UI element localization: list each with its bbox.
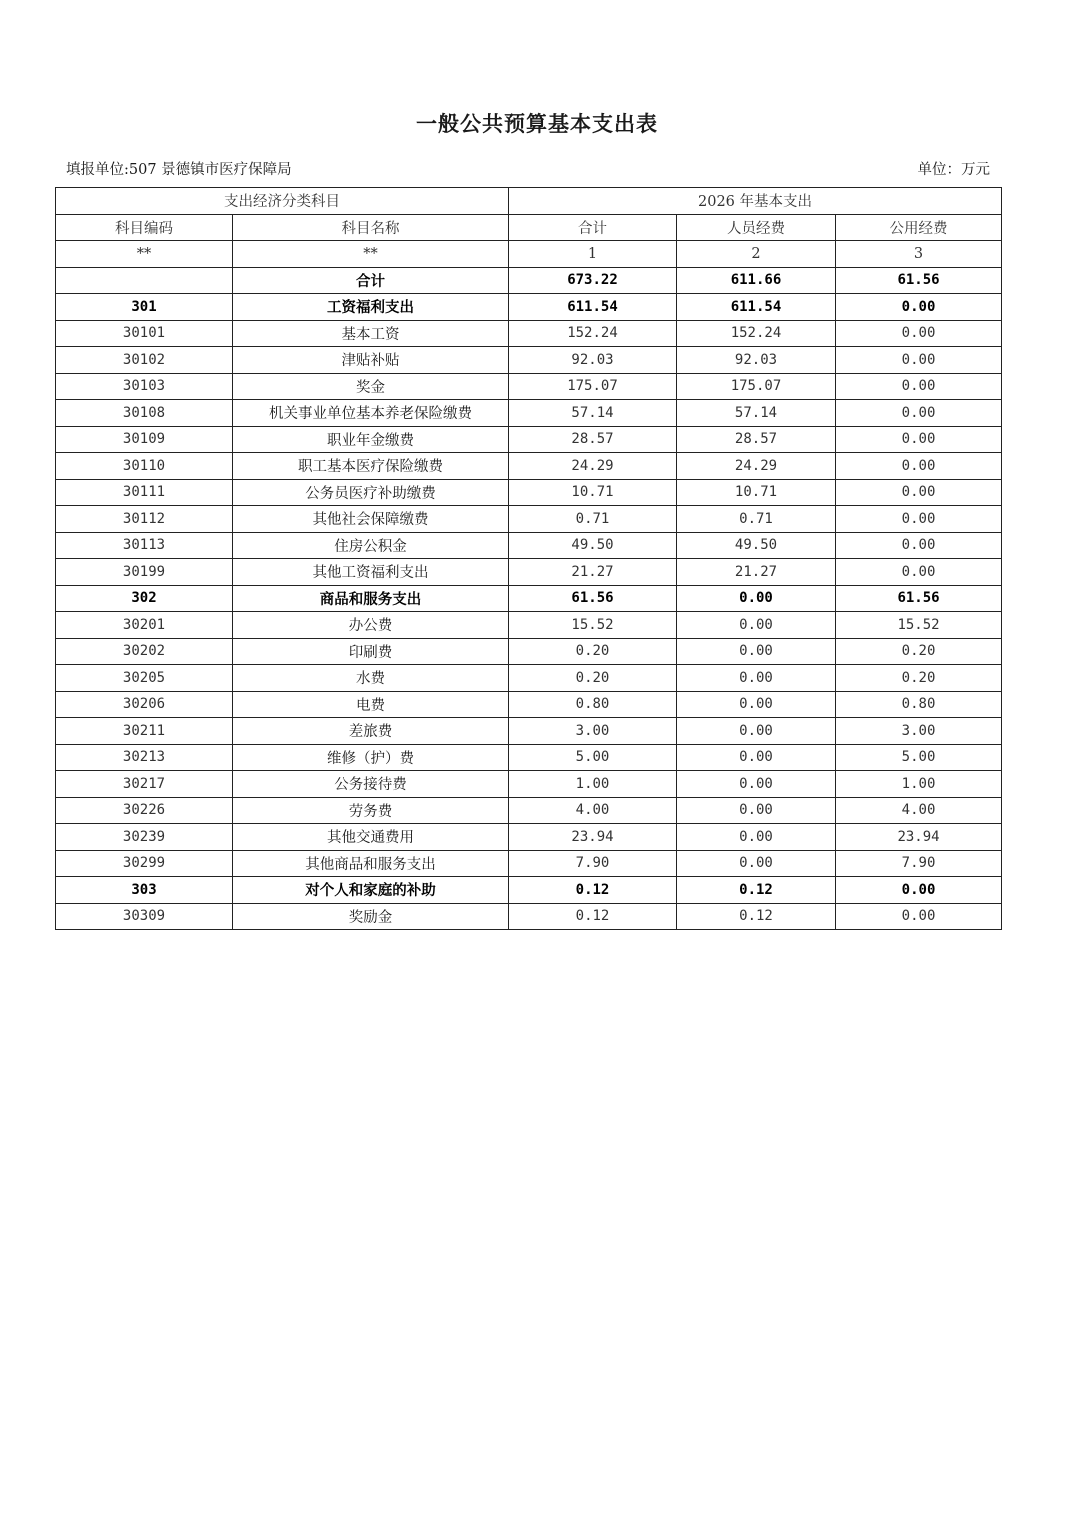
cell-code: 30211 <box>56 718 233 745</box>
cell-public: 0.00 <box>836 320 1002 347</box>
cell-code: 30206 <box>56 691 233 718</box>
table-row <box>56 665 1002 692</box>
cell-personnel: 0.00 <box>677 850 836 877</box>
cell-public: 0.80 <box>836 691 1002 718</box>
cell-name: 劳务费 <box>233 797 509 824</box>
cell-name: 奖励金 <box>233 903 509 930</box>
header-basic-expenditure: 2026 年基本支出 <box>509 188 1002 215</box>
table-row <box>56 559 1002 586</box>
cell-total: 57.14 <box>509 400 677 427</box>
cell-personnel: 0.00 <box>677 665 836 692</box>
cell-public: 3.00 <box>836 718 1002 745</box>
header-total: 合计 <box>509 214 677 241</box>
cell-personnel: 0.00 <box>677 797 836 824</box>
cell-public: 0.00 <box>836 373 1002 400</box>
table-row <box>56 903 1002 930</box>
cell-personnel: 611.66 <box>677 267 836 294</box>
cell-total: 611.54 <box>509 294 677 321</box>
cell-code: 30213 <box>56 744 233 771</box>
cell-public: 0.00 <box>836 426 1002 453</box>
cell-personnel: 0.71 <box>677 506 836 533</box>
cell-name: 维修（护）费 <box>233 744 509 771</box>
cell-total: 23.94 <box>509 824 677 851</box>
table-row <box>56 320 1002 347</box>
cell-personnel: 0.12 <box>677 877 836 904</box>
cell-name: 公务员医疗补助缴费 <box>233 479 509 506</box>
cell-public: 0.00 <box>836 347 1002 374</box>
cell-code: 302 <box>56 585 233 612</box>
cell-name: 合计 <box>233 267 509 294</box>
cell-public: 0.00 <box>836 903 1002 930</box>
table-row <box>56 585 1002 612</box>
cell-public: 0.00 <box>836 506 1002 533</box>
cell-personnel: 0.00 <box>677 771 836 798</box>
cell-code: 30110 <box>56 453 233 480</box>
cell-public: 61.56 <box>836 585 1002 612</box>
cell-total: 21.27 <box>509 559 677 586</box>
index-total: 1 <box>509 241 677 268</box>
cell-personnel: 0.00 <box>677 585 836 612</box>
cell-total: 0.20 <box>509 665 677 692</box>
cell-code: 303 <box>56 877 233 904</box>
cell-name: 公务接待费 <box>233 771 509 798</box>
cell-public: 7.90 <box>836 850 1002 877</box>
cell-personnel: 92.03 <box>677 347 836 374</box>
cell-code: 30108 <box>56 400 233 427</box>
cell-code: 30299 <box>56 850 233 877</box>
cell-name: 津贴补贴 <box>233 347 509 374</box>
cell-name: 住房公积金 <box>233 532 509 559</box>
cell-public: 1.00 <box>836 771 1002 798</box>
table-body <box>56 267 1002 930</box>
cell-code: 30113 <box>56 532 233 559</box>
header-group-row <box>56 188 1002 215</box>
table-row <box>56 797 1002 824</box>
cell-public: 0.20 <box>836 665 1002 692</box>
cell-personnel: 152.24 <box>677 320 836 347</box>
table-row <box>56 877 1002 904</box>
cell-total: 15.52 <box>509 612 677 639</box>
cell-code: 30109 <box>56 426 233 453</box>
cell-total: 0.12 <box>509 903 677 930</box>
cell-personnel: 24.29 <box>677 453 836 480</box>
cell-total: 5.00 <box>509 744 677 771</box>
cell-total: 152.24 <box>509 320 677 347</box>
cell-public: 0.00 <box>836 877 1002 904</box>
cell-personnel: 0.00 <box>677 824 836 851</box>
table-row <box>56 850 1002 877</box>
cell-personnel: 0.00 <box>677 744 836 771</box>
cell-total: 673.22 <box>509 267 677 294</box>
table-row <box>56 426 1002 453</box>
page-title: 一般公共预算基本支出表 <box>416 112 658 136</box>
cell-personnel: 0.00 <box>677 691 836 718</box>
table-row <box>56 373 1002 400</box>
cell-public: 0.00 <box>836 294 1002 321</box>
table-row <box>56 400 1002 427</box>
cell-total: 0.80 <box>509 691 677 718</box>
table-row <box>56 638 1002 665</box>
table-row <box>56 771 1002 798</box>
cell-code: 30239 <box>56 824 233 851</box>
cell-total: 0.71 <box>509 506 677 533</box>
cell-personnel: 0.00 <box>677 638 836 665</box>
cell-public: 0.20 <box>836 638 1002 665</box>
cell-personnel: 0.12 <box>677 903 836 930</box>
reporting-unit: 填报单位:507 景德镇市医疗保障局 <box>66 162 292 178</box>
cell-code: 30205 <box>56 665 233 692</box>
cell-name: 机关事业单位基本养老保险缴费 <box>233 400 509 427</box>
cell-code: 30102 <box>56 347 233 374</box>
cell-name: 电费 <box>233 691 509 718</box>
cell-name: 水费 <box>233 665 509 692</box>
table-row <box>56 453 1002 480</box>
cell-name: 奖金 <box>233 373 509 400</box>
cell-total: 28.57 <box>509 426 677 453</box>
cell-personnel: 0.00 <box>677 718 836 745</box>
cell-name: 职工基本医疗保险缴费 <box>233 453 509 480</box>
cell-total: 7.90 <box>509 850 677 877</box>
cell-name: 办公费 <box>233 612 509 639</box>
cell-name: 商品和服务支出 <box>233 585 509 612</box>
cell-name: 对个人和家庭的补助 <box>233 877 509 904</box>
cell-public: 0.00 <box>836 453 1002 480</box>
cell-total: 3.00 <box>509 718 677 745</box>
cell-total: 49.50 <box>509 532 677 559</box>
header-code: 科目编码 <box>56 214 233 241</box>
cell-code: 30199 <box>56 559 233 586</box>
table-row <box>56 294 1002 321</box>
table-row <box>56 506 1002 533</box>
table-row <box>56 824 1002 851</box>
currency-unit: 单位：万元 <box>917 162 990 178</box>
cell-name: 其他交通费用 <box>233 824 509 851</box>
table-row <box>56 691 1002 718</box>
table-row <box>56 479 1002 506</box>
cell-total: 92.03 <box>509 347 677 374</box>
cell-code: 30217 <box>56 771 233 798</box>
cell-public: 0.00 <box>836 559 1002 586</box>
table-row <box>56 532 1002 559</box>
cell-name: 其他社会保障缴费 <box>233 506 509 533</box>
cell-code: 30101 <box>56 320 233 347</box>
cell-code: 30112 <box>56 506 233 533</box>
cell-code: 30201 <box>56 612 233 639</box>
cell-total: 1.00 <box>509 771 677 798</box>
index-name: ** <box>233 241 509 268</box>
table-row <box>56 744 1002 771</box>
cell-personnel: 0.00 <box>677 612 836 639</box>
cell-public: 4.00 <box>836 797 1002 824</box>
cell-name: 工资福利支出 <box>233 294 509 321</box>
cell-name: 其他工资福利支出 <box>233 559 509 586</box>
cell-total: 10.71 <box>509 479 677 506</box>
cell-code: 30103 <box>56 373 233 400</box>
cell-code: 30309 <box>56 903 233 930</box>
cell-code <box>56 267 233 294</box>
cell-total: 175.07 <box>509 373 677 400</box>
cell-public: 5.00 <box>836 744 1002 771</box>
cell-total: 0.12 <box>509 877 677 904</box>
table-row <box>56 347 1002 374</box>
cell-personnel: 49.50 <box>677 532 836 559</box>
table-row <box>56 612 1002 639</box>
cell-public: 15.52 <box>836 612 1002 639</box>
cell-personnel: 28.57 <box>677 426 836 453</box>
cell-code: 30202 <box>56 638 233 665</box>
header-columns-row <box>56 214 1002 241</box>
cell-code: 301 <box>56 294 233 321</box>
cell-name: 差旅费 <box>233 718 509 745</box>
index-public: 3 <box>836 241 1002 268</box>
index-personnel: 2 <box>677 241 836 268</box>
cell-total: 61.56 <box>509 585 677 612</box>
table-row <box>56 267 1002 294</box>
cell-personnel: 10.71 <box>677 479 836 506</box>
cell-name: 其他商品和服务支出 <box>233 850 509 877</box>
header-public: 公用经费 <box>836 214 1002 241</box>
cell-total: 0.20 <box>509 638 677 665</box>
cell-name: 基本工资 <box>233 320 509 347</box>
index-code: ** <box>56 241 233 268</box>
cell-code: 30111 <box>56 479 233 506</box>
cell-personnel: 611.54 <box>677 294 836 321</box>
cell-personnel: 21.27 <box>677 559 836 586</box>
expenditure-table <box>55 187 1002 930</box>
header-index-row <box>56 241 1002 268</box>
cell-public: 23.94 <box>836 824 1002 851</box>
cell-total: 24.29 <box>509 453 677 480</box>
header-classification: 支出经济分类科目 <box>56 188 509 215</box>
cell-name: 印刷费 <box>233 638 509 665</box>
cell-public: 0.00 <box>836 532 1002 559</box>
cell-name: 职业年金缴费 <box>233 426 509 453</box>
header-name: 科目名称 <box>233 214 509 241</box>
cell-personnel: 57.14 <box>677 400 836 427</box>
cell-code: 30226 <box>56 797 233 824</box>
table-row <box>56 718 1002 745</box>
cell-personnel: 175.07 <box>677 373 836 400</box>
header-personnel: 人员经费 <box>677 214 836 241</box>
cell-public: 61.56 <box>836 267 1002 294</box>
cell-total: 4.00 <box>509 797 677 824</box>
cell-public: 0.00 <box>836 479 1002 506</box>
cell-public: 0.00 <box>836 400 1002 427</box>
